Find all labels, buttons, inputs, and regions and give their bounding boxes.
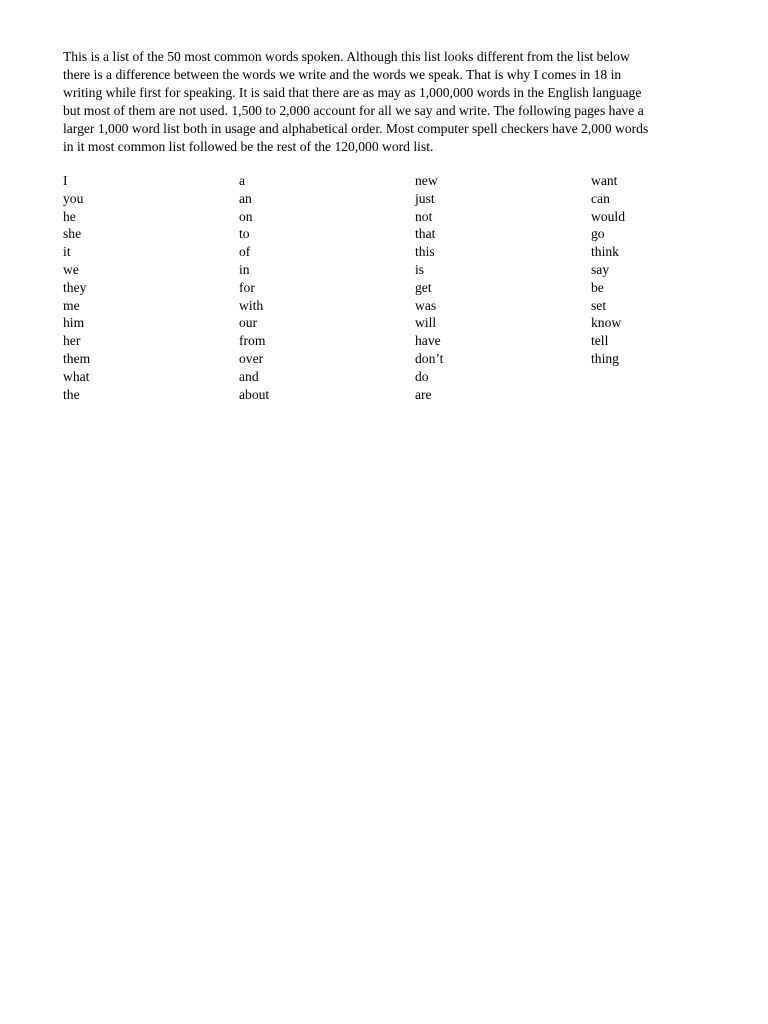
word-cell: over: [239, 350, 264, 366]
word-cell: have: [415, 333, 441, 349]
word-cell: new: [415, 173, 438, 188]
word-cell: set: [591, 297, 607, 313]
word-row: [63, 172, 767, 190]
word-cell: what: [63, 368, 90, 384]
word-cell: not: [415, 208, 433, 224]
word-cell: are: [415, 386, 432, 402]
word-row: [63, 208, 767, 226]
word-cell: he: [63, 208, 76, 224]
word-cell: with: [239, 297, 264, 313]
word-row: [63, 279, 767, 297]
word-cell: about: [239, 386, 270, 402]
word-cell: him: [63, 315, 85, 331]
word-cell: go: [591, 226, 605, 242]
word-cell: of: [239, 244, 251, 260]
word-cell: be: [591, 279, 604, 295]
word-cell: on: [239, 208, 253, 224]
word-row: [63, 332, 767, 350]
word-cell: is: [415, 261, 425, 277]
word-cell: her: [63, 333, 81, 349]
word-cell: get: [415, 279, 432, 295]
word-row: [63, 243, 767, 261]
word-cell: that: [415, 226, 436, 242]
word-cell: will: [415, 315, 437, 331]
word-row: [63, 386, 767, 404]
word-cell: in: [239, 261, 250, 277]
word-cell: an: [239, 190, 252, 206]
word-cell: she: [63, 226, 82, 242]
word-cell: can: [591, 190, 610, 206]
word-cell: our: [239, 315, 258, 331]
word-cell: they: [63, 279, 87, 295]
word-row: [63, 297, 767, 315]
word-cell: for: [239, 279, 255, 295]
word-cell: we: [63, 261, 79, 277]
word-cell: you: [63, 190, 84, 206]
word-cell: from: [239, 333, 266, 349]
word-cell: [591, 386, 767, 404]
word-cell: the: [63, 386, 80, 402]
word-cell: just: [415, 190, 435, 206]
word-cell: thing: [591, 350, 619, 366]
word-cell: a: [239, 173, 246, 188]
intro-paragraph: This is a list of the 50 most common words spoken. Although this list looks different from the list below there is a difference between the words we write and the words we speak. That is why I comes in 18 in writing while first for speaking. It is said that there are as may as 1,000,000 words in the English language but most of them are not used. 1,500 to 2,000 account for all we say and write. The following pages have a larger 1,000 word list both in usage and alphabetical order. Most computer spell checkers have 2,000 words in it most common list followed be the rest of the 120,000 word list.: [63, 49, 649, 154]
word-cell: want: [591, 173, 618, 188]
word-cell: I: [63, 173, 68, 188]
word-row: [63, 225, 767, 243]
common-words-table: [63, 172, 767, 403]
word-cell: know: [591, 315, 622, 331]
word-cell: do: [415, 368, 429, 384]
word-cell: would: [591, 208, 625, 224]
word-cell: it: [63, 244, 71, 260]
word-cell: say: [591, 261, 610, 277]
word-cell: tell: [591, 333, 609, 349]
word-cell: don’t: [415, 350, 444, 366]
word-cell: [591, 368, 767, 386]
word-row: [63, 190, 767, 208]
word-cell: think: [591, 244, 619, 260]
word-cell: and: [239, 368, 259, 384]
word-row: [63, 350, 767, 368]
word-row: [63, 314, 767, 332]
word-row: [63, 368, 767, 386]
word-row: [63, 261, 767, 279]
word-cell: me: [63, 297, 80, 313]
word-cell: them: [63, 350, 91, 366]
word-cell: this: [415, 244, 435, 260]
word-cell: was: [415, 297, 437, 313]
word-cell: to: [239, 226, 250, 242]
